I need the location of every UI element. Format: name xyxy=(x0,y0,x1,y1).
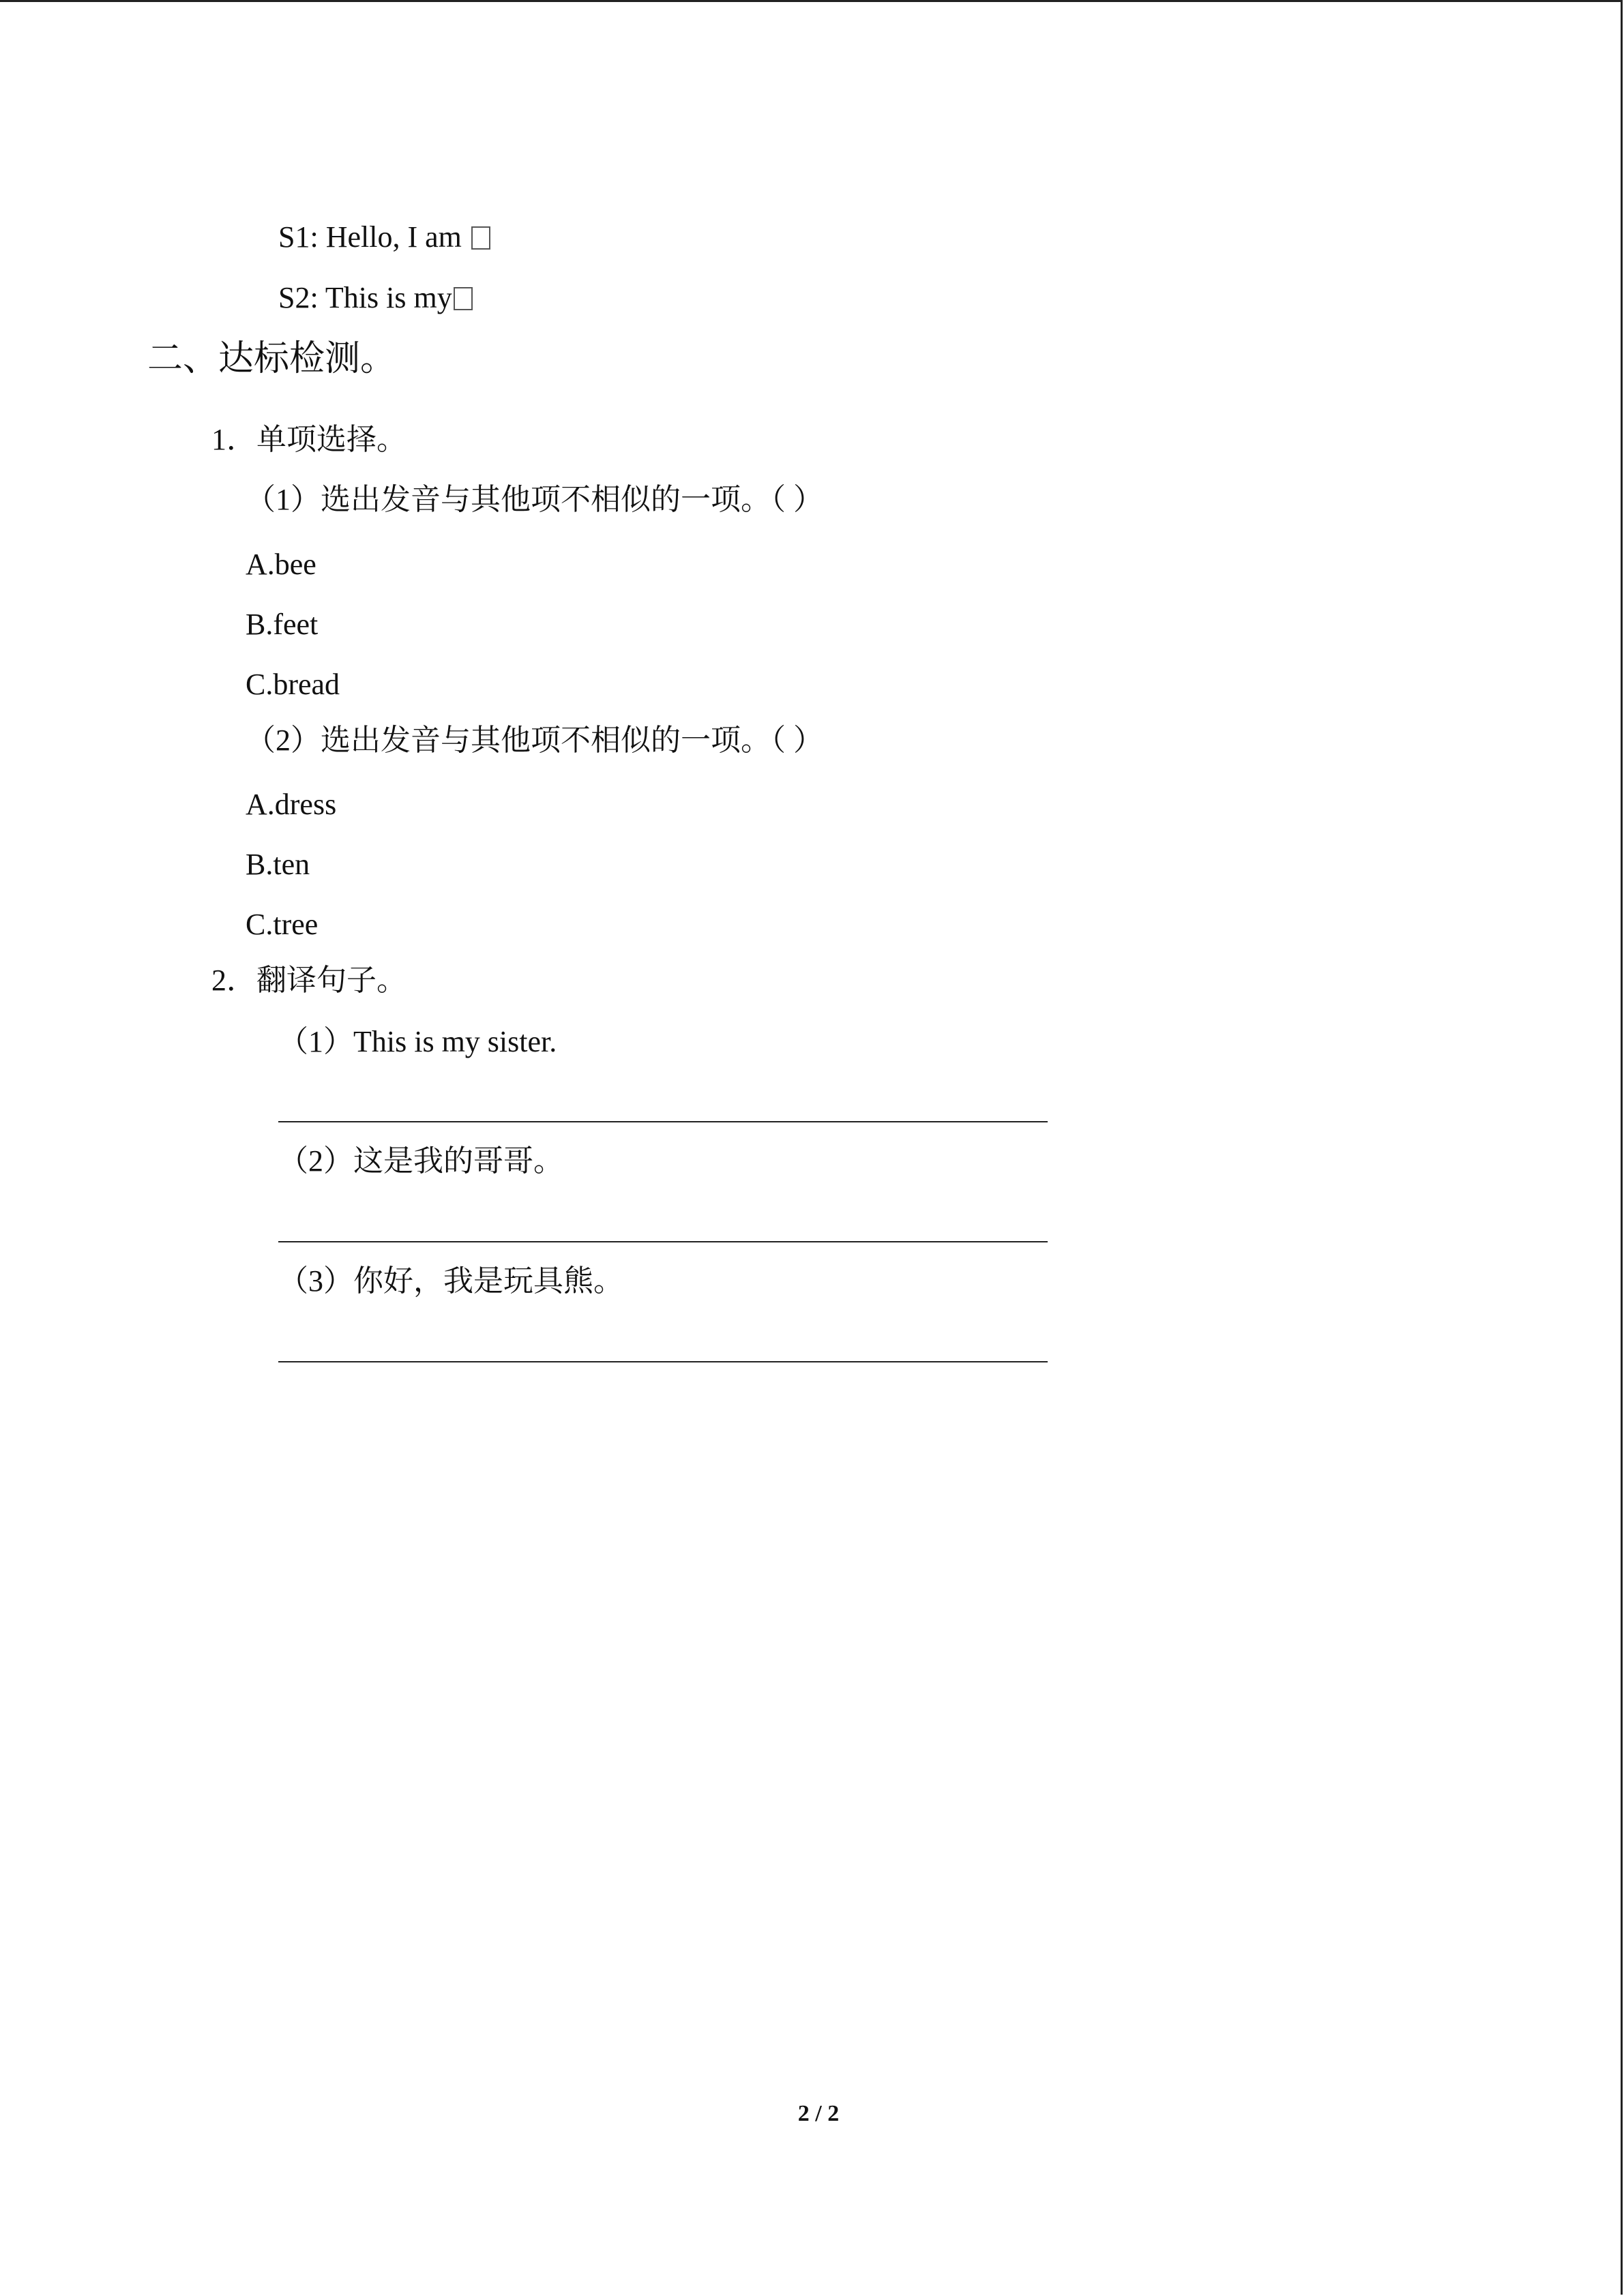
option-1-2-c: C.tree xyxy=(246,908,319,941)
option-1-2-b: B.ten xyxy=(246,848,310,881)
answer-line-3[interactable] xyxy=(278,1361,1048,1362)
question-2-title: 2．翻译句子。 xyxy=(211,964,407,997)
blank-box xyxy=(471,226,490,250)
option-1-1-a: A.bee xyxy=(246,548,316,581)
option-1-2-a: A.dress xyxy=(246,788,337,821)
dialogue-s1 xyxy=(278,218,490,256)
question-1-1-prompt: （1）选出发音与其他项不相似的一项。（ ） xyxy=(246,483,823,516)
translate-item-3: （3）你好，我是玩具熊。 xyxy=(278,1264,623,1298)
translate-item-2: （2）这是我的哥哥。 xyxy=(278,1144,563,1178)
section-heading: 二、达标检测。 xyxy=(147,340,396,378)
translate-item-1: （1）This is my sister. xyxy=(278,1025,557,1058)
page-number: 2 / 2 xyxy=(797,2101,840,2126)
dialogue-s2 xyxy=(278,279,473,317)
option-1-1-b: B.feet xyxy=(246,608,319,641)
question-1-title: 1．单项选择。 xyxy=(211,423,407,456)
answer-line-2[interactable] xyxy=(278,1241,1048,1242)
dialogue-s2-text: S2: This is my xyxy=(278,281,452,314)
question-1-2-prompt: （2）选出发音与其他项不相似的一项。（ ） xyxy=(246,724,823,757)
option-1-1-c: C.bread xyxy=(246,668,340,701)
blank-box xyxy=(454,287,473,310)
dialogue-s1-text: S1: Hello, I am xyxy=(278,220,462,254)
answer-line-1[interactable] xyxy=(278,1121,1048,1122)
